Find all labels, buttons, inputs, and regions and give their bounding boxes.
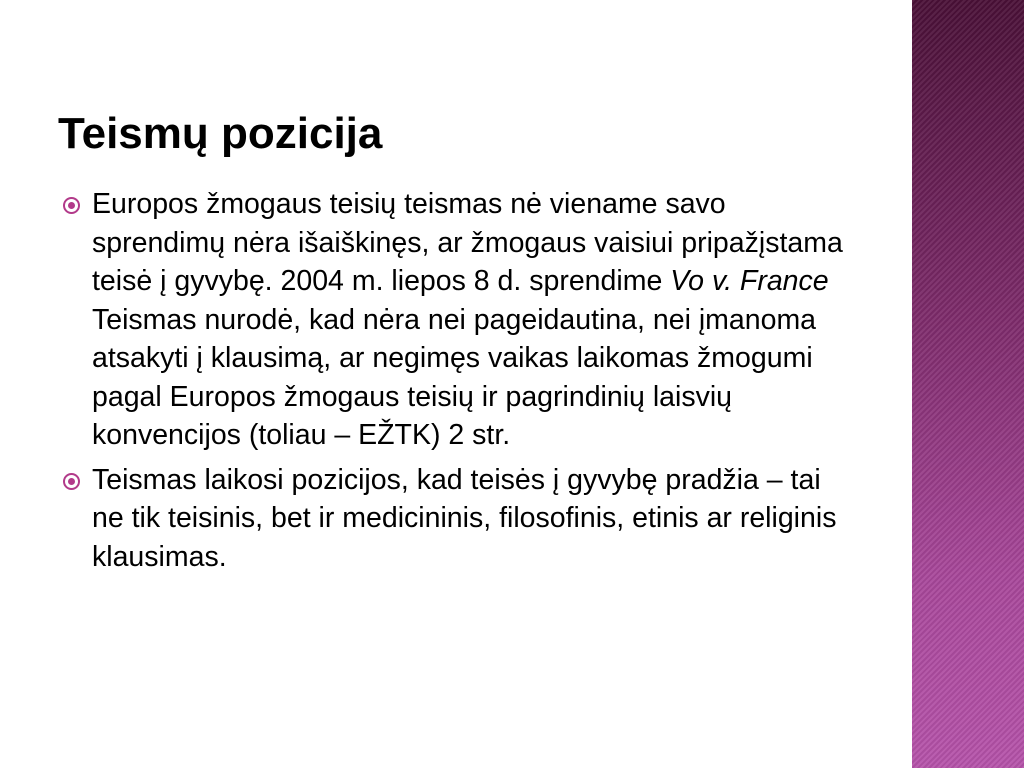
bullet-list — [60, 185, 850, 582]
bullet-circle-icon — [63, 473, 80, 490]
bullet-item-1 — [60, 185, 850, 455]
bullet-text-1-part-a: Europos žmogaus teisių teismas nė viename savo sprendimų nėra išaiškinęs, ar žmogaus vaisiui pripažįstama teisė į gyvybę. 2004 m. liepos 8 d. sprendime — [92, 188, 843, 297]
decorative-side-panel — [912, 0, 1024, 768]
bullet-text-1 — [92, 185, 850, 455]
bullet-circle-icon — [63, 197, 80, 214]
bullet-item-2 — [60, 461, 850, 577]
bullet-text-1-part-b: Teismas nurodė, kad nėra nei pageidautina, nei įmanoma atsakyti į klausimą, ar negimęs vaikas laikomas žmogumi pagal Europos žmogaus teisių ir pagrindinių laisvių konvencijos (toliau – EŽTK) 2 str. — [92, 303, 817, 451]
side-panel-texture — [912, 0, 1024, 768]
slide-title: Teismų pozicija — [58, 109, 383, 158]
bullet-text-2: Teismas laikosi pozicijos, kad teisės į gyvybę pradžia – tai ne tik teisinis, bet ir medicininis, filosofinis, etinis ar religinis klausimas. — [92, 463, 837, 573]
case-name: Vo v. France — [670, 265, 829, 297]
